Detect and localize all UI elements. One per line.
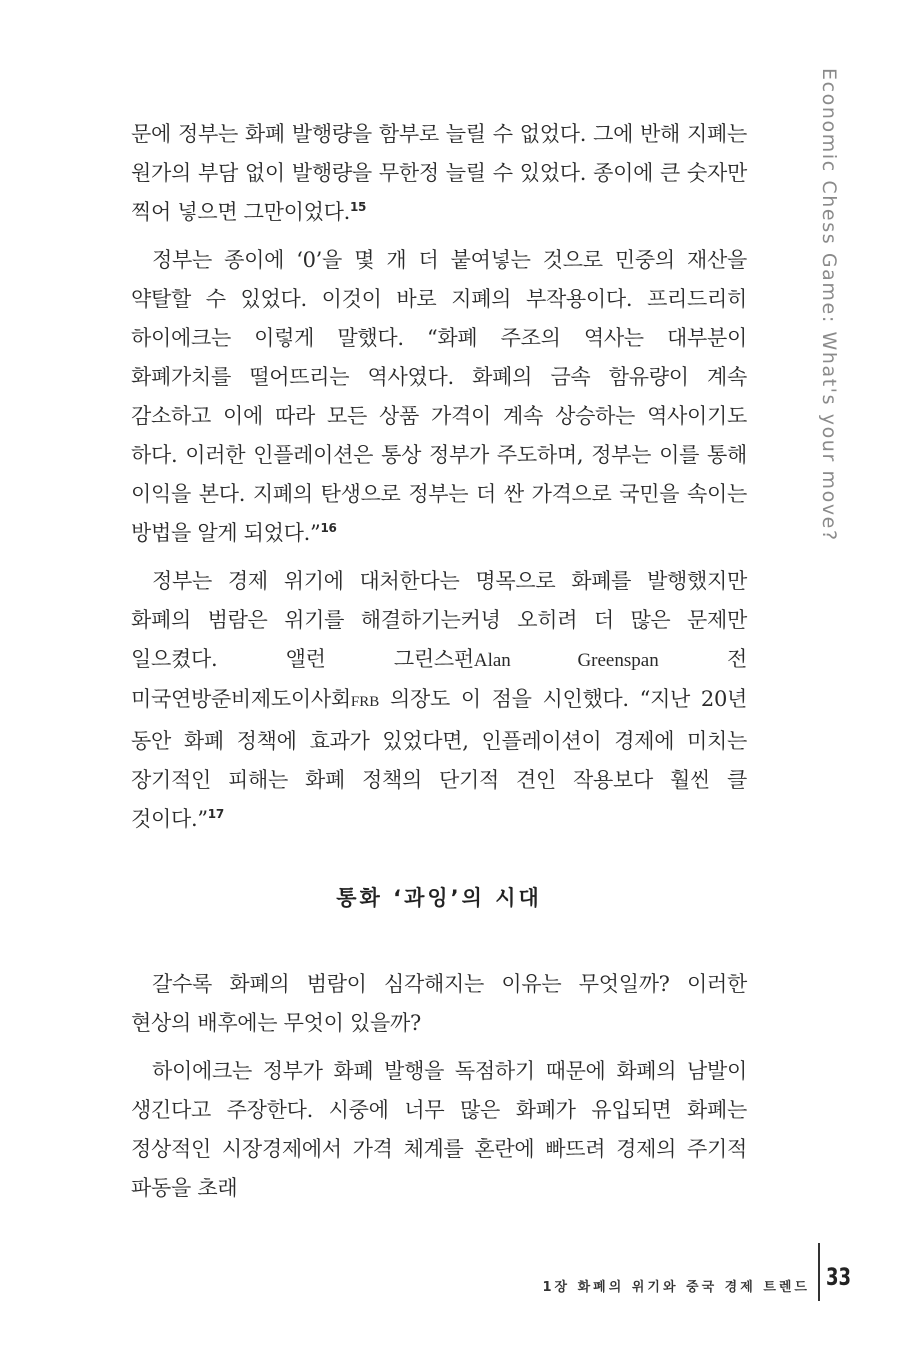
- footnote-marker-17: 17: [207, 807, 224, 821]
- body-text-lower: [131, 965, 747, 1217]
- paragraph-3: [131, 562, 747, 839]
- section-heading: 통화 ‘과잉’의 시대: [336, 886, 542, 910]
- footnote-marker-15: 15: [350, 200, 367, 214]
- footnote-marker-16: 16: [320, 521, 337, 535]
- paragraph-1-text: 문에 정부는 화폐 발행량을 함부로 늘릴 수 없었다. 그에 반해 지폐는 원가의 부담 없이 발행량을 무한정 늘릴 수 있었다. 종이에 큰 숫자만 찍어 넣으면 그만이었다.: [131, 122, 747, 224]
- greenspan-english-name: Alan Greenspan: [473, 650, 659, 671]
- paragraph-3-text-c: 의장도 이 점을 시인했다. “지난 20년 동안 화폐 정책에 효과가 있었다면, 인플레이션이 경제에 미치는 장기적인 피해는 화폐 정책의 단기적 견인 작용보다 훨씬 클 것이다.”: [131, 687, 747, 831]
- paragraph-1: [131, 115, 747, 232]
- footer-divider: [818, 1243, 820, 1301]
- footer-chapter-title: 1장 화폐의 위기와 중국 경제 트렌드: [542, 1280, 810, 1295]
- running-title: Economic Chess Game: What's your move?: [818, 68, 840, 542]
- paragraph-2-text: 정부는 종이에 ‘0’을 몇 개 더 붙여넣는 것으로 민중의 재산을 약탈할 수 있었다. 이것이 바로 지폐의 부작용이다. 프리드리히 하이에크는 이렇게 말했다. “화폐 주조의 역사는 대부분이 화폐가치를 떨어뜨리는 역사였다. 화폐의 금속 함유량이 계속 감소하고 이에 따라 모든 상품 가격이 계속 상승하는 역사이기도 하다. 이러한 인플레이션은 통상 정부가 주도하며, 정부는 이를 통해 이익을 본다. 지폐의 탄생으로 정부는 더 싼 가격으로 국민을 속이는 방법을 알게 되었다.”: [131, 248, 747, 545]
- page-number: 33: [826, 1263, 852, 1291]
- body-text-upper: [131, 115, 747, 848]
- paragraph-3-text-a: 정부는 경제 위기에 대처한다는 명목으로 화폐를 발행했지만 화폐의 범람은 위기를 해결하기는커녕 오히려 더 많은 문제만 일으켰다. 앨런 그린스펀: [131, 569, 747, 671]
- frb-abbreviation: FRB: [350, 694, 380, 710]
- paragraph-2: [131, 241, 747, 553]
- paragraph-5: 하이에크는 정부가 화폐 발행을 독점하기 때문에 화폐의 남발이 생긴다고 주장한다. 시중에 너무 많은 화폐가 유입되면 화폐는 정상적인 시장경제에서 가격 체계를 혼란에 빠뜨려 경제의 주기적 파동을 초래: [131, 1059, 747, 1200]
- paragraph-3-text-b: 전 미국연방준비제도이사회: [131, 647, 747, 711]
- paragraph-4: 갈수록 화폐의 범람이 심각해지는 이유는 무엇일까? 이러한 현상의 배후에는 무엇이 있을까?: [131, 972, 747, 1035]
